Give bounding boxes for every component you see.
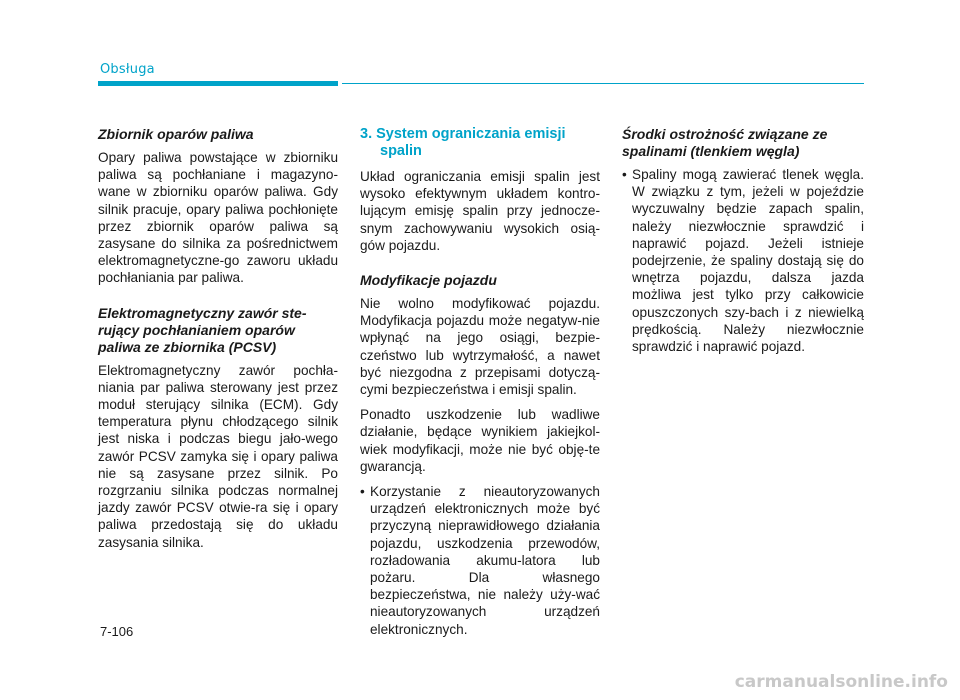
list-item: • Korzystanie z nieautoryzowanych urządzeń elektronicznych może być przyczyną nieprawidłowego działania pojazdu, uszkodzenia przewodów, rozładowania akumu-latora lub pożaru. Dla własnego bezpieczeństwa, nie należy uży-wać nieautoryzowanych urządzeń elektronicznych. bbox=[360, 483, 600, 638]
paragraph-modifications: Nie wolno modyfikować pojazdu. Modyfikacja pojazdu może negatyw-nie wpłynąć na jego osiągi, bezpie-czeństwo lub wytrzymałość, a nawet być niezgodna z przepisami dotyczą-cymi bezpieczeństwa i emisji spalin. bbox=[360, 296, 600, 398]
header-rule-thick bbox=[98, 81, 338, 86]
paragraph-canister: Opary paliwa powstające w zbiorniku paliwa są pochłaniane i magazyno-wane w zbiorniku oparów paliwa. Gdy silnik pracuje, opary paliwa pochłonięte przez zbiornik oparów paliwa są zasysane do silnika za pośrednictwem elektromagnetyczne-go zaworu układu pochłaniania par paliwa. bbox=[98, 150, 338, 286]
heading-exhaust-precautions: Środki ostrożność związane ze spalinami (tlenkiem węgla) bbox=[622, 126, 828, 159]
column-3 bbox=[622, 126, 864, 361]
column-2 bbox=[360, 126, 600, 644]
section-title: Obsługa bbox=[100, 62, 155, 77]
header-rule-thin bbox=[342, 83, 864, 84]
paragraph-emission: Układ ograniczania emisji spalin jest wysoko efektywnym układem kontro-lującym emisję spalin przy jednocze-snym zachowywaniu wysokich osią-gów pojazdu. bbox=[360, 169, 600, 253]
heading-emission-system: 3. System ograniczania emisji spalin bbox=[360, 126, 566, 159]
bullet-list-exhaust bbox=[622, 166, 864, 355]
paragraph-pcsv: Elektromagnetyczny zawór pochła-niania par paliwa sterowany jest przez moduł sterujący silnika (ECM). Gdy temperatura płynu chłodzącego silnik jest niska i podczas biegu jało-wego zawór PCSV zamyka się i opary paliwa nie są zasysane przez silnik. Po rozgrzaniu silnika podczas normalnej jazdy zawór PCSV otwie-ra się i opary paliwa przedostają się do układu zasysania silnika. bbox=[98, 362, 338, 550]
page-number: 7-106 bbox=[100, 624, 134, 639]
heading-fuel-vapor-canister: Zbiornik oparów paliwa bbox=[98, 126, 254, 142]
heading-pcsv: Elektromagnetyczny zawór ste-rujący pochłanianiem oparów paliwa ze zbiornika (PCSV) bbox=[98, 304, 307, 355]
heading-modifications: Modyfikacje pojazdu bbox=[360, 272, 497, 289]
bullet-list-electronics bbox=[360, 483, 600, 638]
column-1 bbox=[98, 126, 338, 559]
list-item: • Spaliny mogą zawierać tlenek węgla. W związku z tym, jeżeli w pojeździe wyczuwalny będzie zapach spalin, należy niezwłocznie sprawdzić i naprawić pojazd. Jeżeli istnieje podejrzenie, że spaliny dostają się do wnętrza pojazdu, dalsza jazda możliwa jest tylko przy całkowicie opuszczonych szy-bach i z niewielką prędkością. Należy niezwłocznie sprawdzić i naprawić pojazd. bbox=[622, 166, 864, 355]
watermark: carmanualsonline.info bbox=[734, 672, 948, 692]
paragraph-warranty: Ponadto uszkodzenie lub wadliwe działanie, będące wynikiem jakiejkol-wiek modyfikacji, może nie być obję-te gwarancją. bbox=[360, 407, 600, 474]
